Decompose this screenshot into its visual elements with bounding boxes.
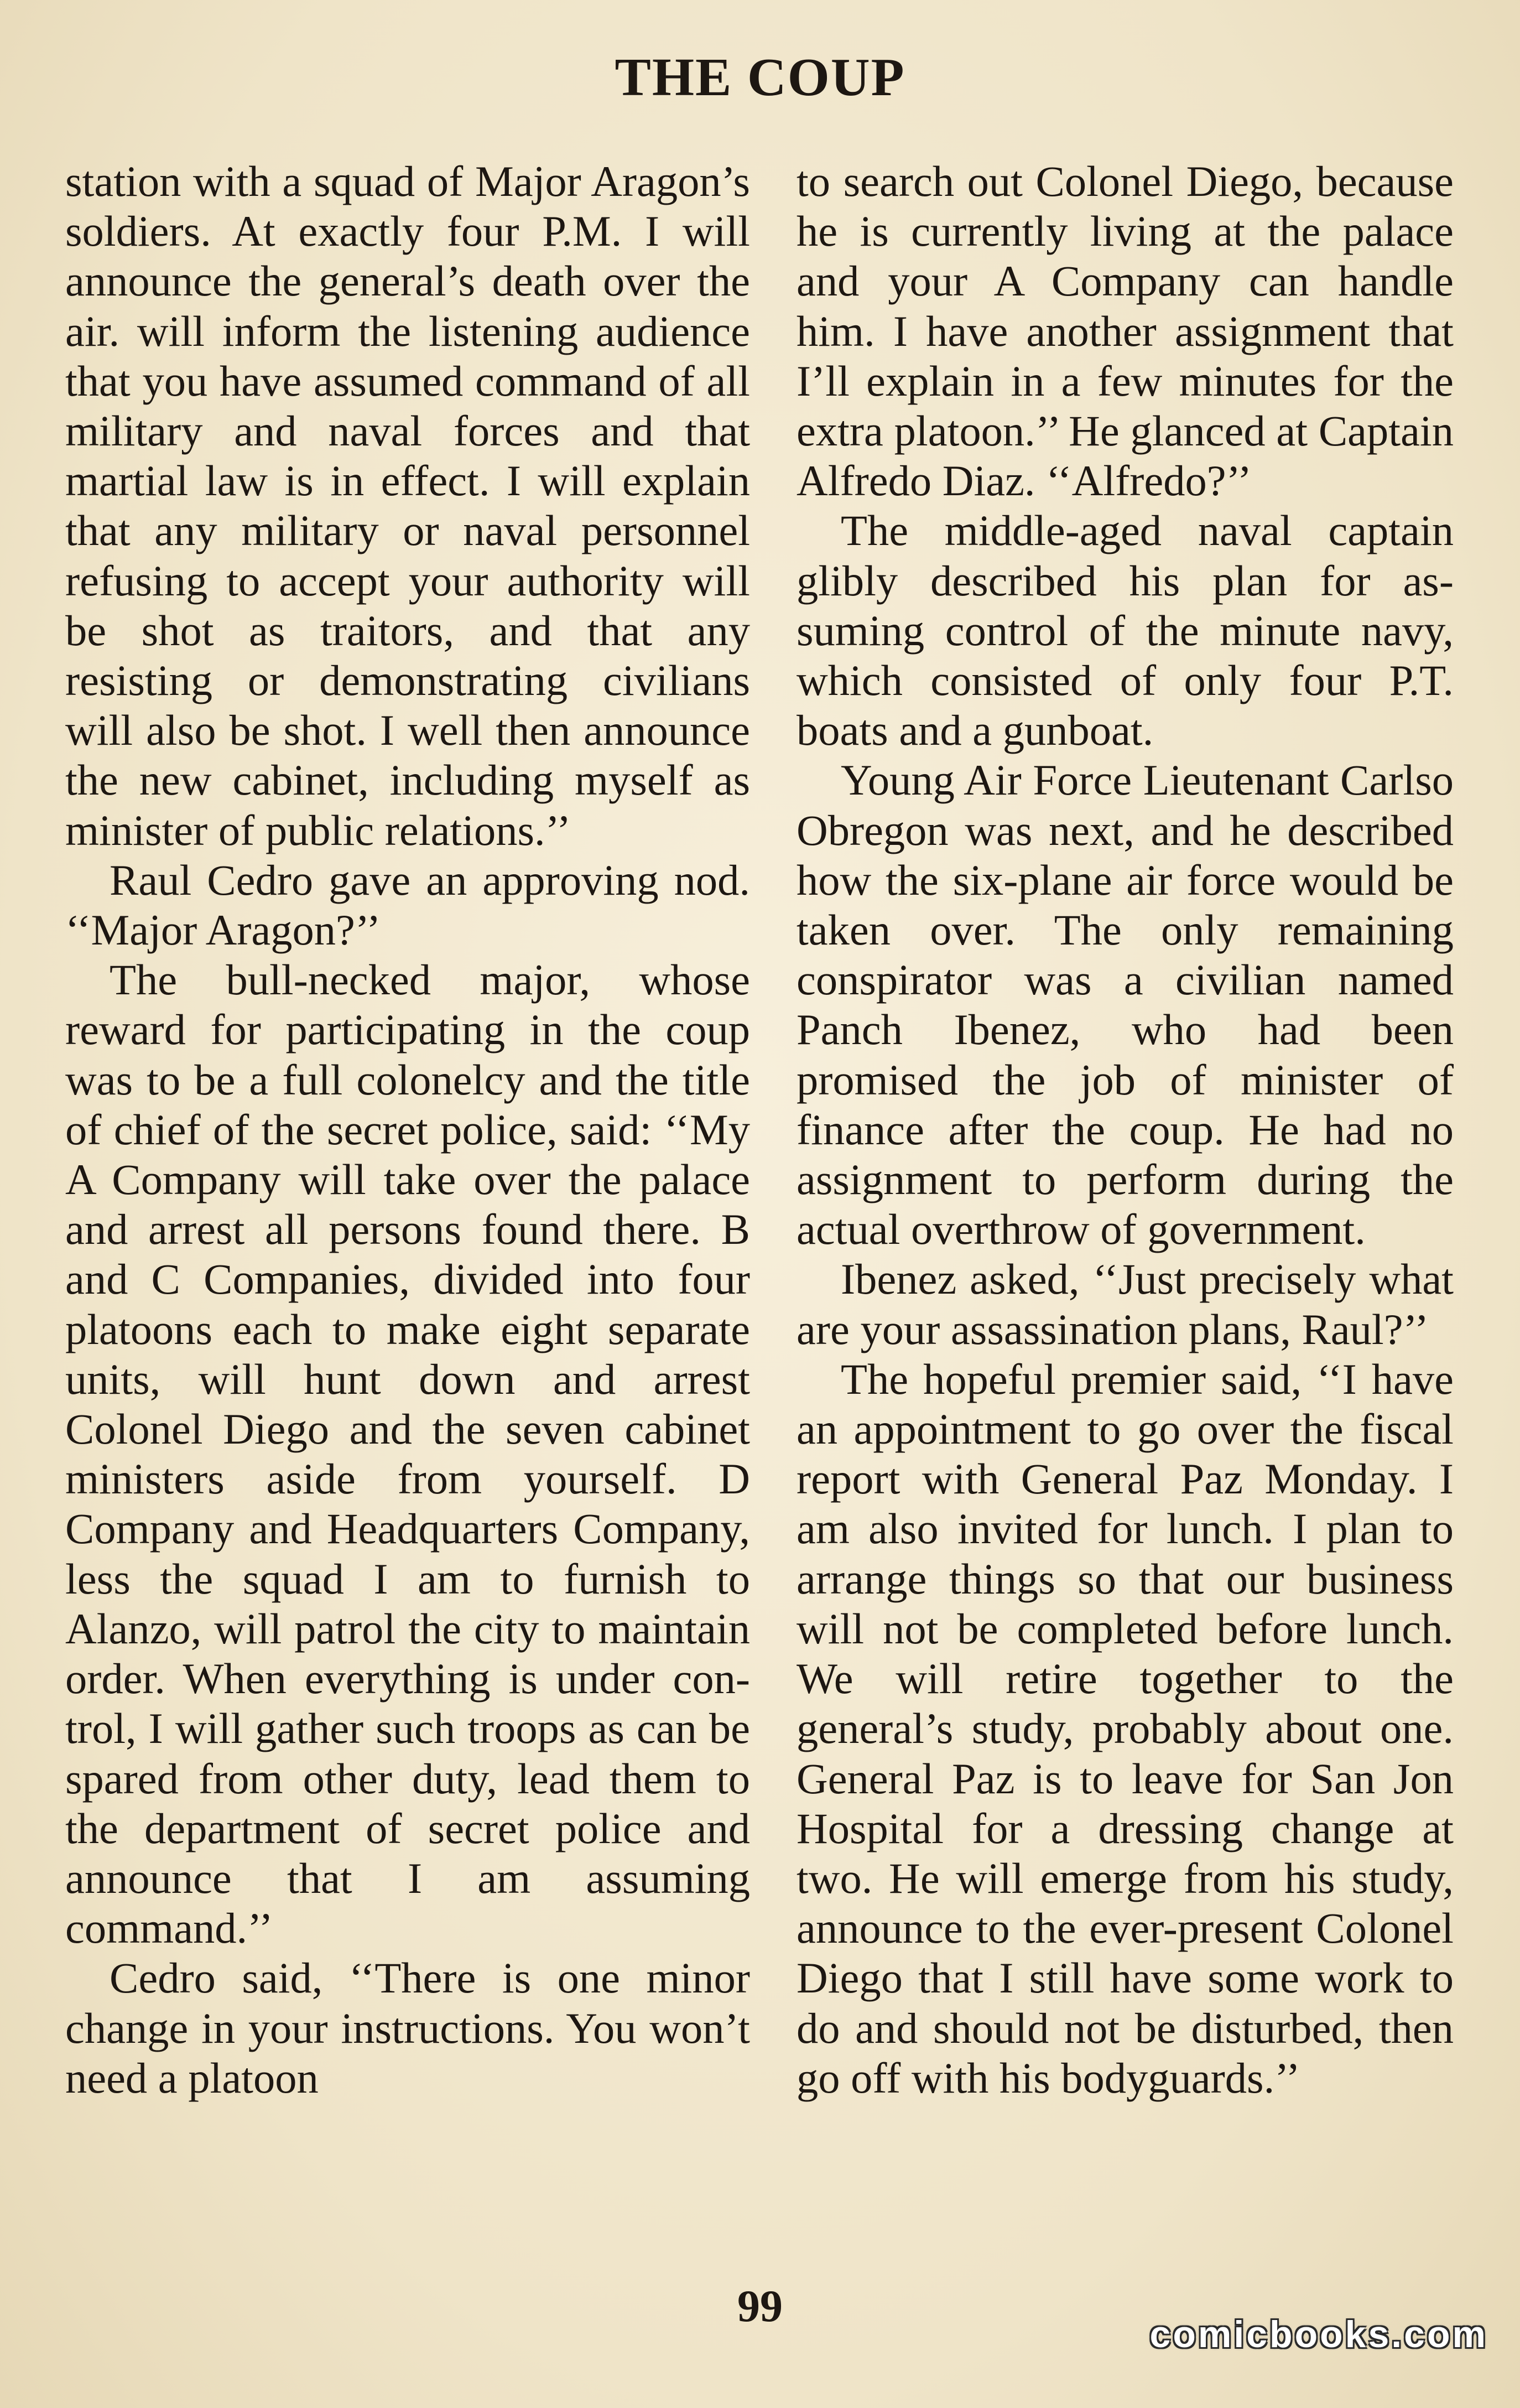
- paragraph: The bull-necked major, whose reward for participating in the coup was to be a full colonelcy and the title of chief of the secret police, said: ‘‘My A Company will take over the palace and arrest all persons found there. B and C Companies, divided into four platoons each to make eight separate units, will hunt down and arrest Colonel Diego and the seven cabinet ministers aside from yourself. D Company and Headquarters Company, less the squad I am to furnish to Alanzo, will patrol the city to maintain order. When everything is under control, I will gather such troops as can be spared from other duty, lead them to the department of secret police and announce that I am assuming command.’’: [65, 956, 750, 1953]
- paragraph: The middle-aged naval captain glibly described his plan for assuming control of the minute navy, which consisted of only four P.T. boats and a gunboat.: [797, 506, 1454, 755]
- paragraph: to search out Colonel Diego, because he is currently living at the palace and your A Company can handle him. I have another assignment that I’ll explain in a few minutes for the extra platoon.’’ He glanced at Captain Alfredo Diaz. ‘‘Alfredo?’’: [797, 157, 1454, 505]
- paragraph: The hopeful premier said, ‘‘I have an appointment to go over the fiscal report with General Paz Monday. I am also invited for lunch. I plan to arrange things so that our business will not be completed before lunch. We will retire together to the general’s study, probably about one. General Paz is to leave for San Jon Hospital for a dressing change at two. He will emerge from his study, announce to the ever-present Colonel Diego that I still have some work to do and should not be disturbed, then go off with his bodyguards.’’: [797, 1354, 1454, 2102]
- page-number: 99: [737, 2281, 783, 2331]
- text-column-left: [65, 157, 750, 2103]
- paragraph: Cedro said, ‘‘There is one minor change in your instructions. You won’t need a platoon: [65, 1954, 750, 2102]
- text-column-right: [797, 157, 1454, 2103]
- running-head: THE COUP: [615, 48, 905, 107]
- paragraph: Young Air Force Lieutenant Carlso Obregon was next, and he described how the six-plane air force would be taken over. The only remaining conspirator was a civilian named Panch Ibenez, who had been promised the job of minister of finance after the coup. He had no assignment to perform during the actual overthrow of government.: [797, 756, 1454, 1254]
- watermark: comicbooks.com: [1149, 2313, 1488, 2355]
- paragraph: Ibenez asked, ‘‘Just precisely what are your assassination plans, Raul?’’: [797, 1255, 1454, 1353]
- paragraph: station with a squad of Major Aragon’s soldiers. At exactly four P.M. I will announce the general’s death over the air. will inform the listening audience that you have assumed command of all military and naval forces and that martial law is in effect. I will explain that any military or naval personnel refusing to accept your authority will be shot as traitors, and that any resisting or demonstrating civilians will also be shot. I well then announce the new cabinet, including myself as minister of public relations.’’: [65, 157, 750, 854]
- paragraph: Raul Cedro gave an approving nod. ‘‘Major Aragon?’’: [65, 855, 750, 954]
